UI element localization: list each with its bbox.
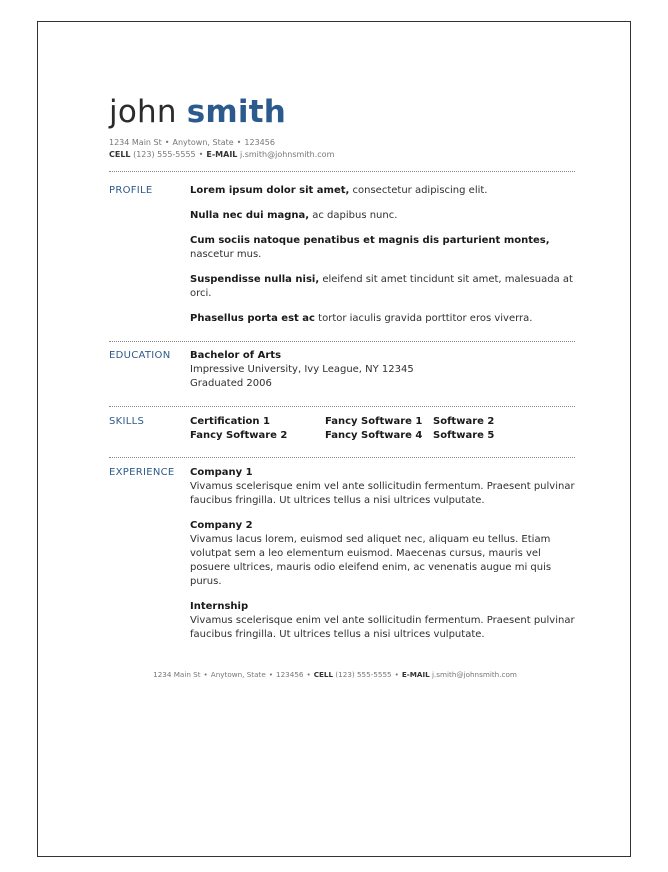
- email-address: j.smith@johnsmith.com: [239, 150, 335, 159]
- section-divider: [109, 457, 575, 458]
- section-divider: [109, 171, 575, 172]
- city: Anytown, State: [172, 138, 234, 147]
- skill-item: Fancy Software 4: [325, 430, 423, 441]
- school: Impressive University, Ivy League, NY 12345: [190, 364, 414, 375]
- bullet-separator: •: [236, 138, 242, 147]
- job-title: Company 2: [190, 520, 253, 531]
- skill-item: Certification 1: [190, 416, 270, 427]
- zip: 123456: [244, 138, 275, 147]
- header-phone-email-line: [109, 149, 334, 160]
- education-content: [190, 349, 576, 391]
- skills-row: [190, 429, 576, 443]
- experience-entry: [190, 466, 576, 508]
- degree: Bachelor of Arts: [190, 350, 282, 361]
- header-address-line: [109, 137, 275, 148]
- address: 1234 Main St: [109, 138, 162, 147]
- job-description: Vivamus lacus lorem, euismod sed aliquet nec, aliquam eu tellus. Etiam volutpat sem a leo elementum euismod. Maecenas cursus, mauris vel posuere ultrices, mauris odio eleifend enim, ac venenatis augue mi quis purus.: [190, 534, 552, 587]
- section-heading-profile: PROFILE: [109, 185, 153, 196]
- job-title: Company 1: [190, 467, 253, 478]
- section-heading-skills: SKILLS: [109, 416, 145, 427]
- experience-content: [190, 466, 576, 653]
- job-title: Internship: [190, 601, 249, 612]
- cell-label: CELL: [109, 150, 131, 159]
- profile-item: Lorem ipsum dolor sit amet, consectetur adipiscing elit.: [190, 185, 488, 196]
- section-heading-experience: EXPERIENCE: [109, 467, 175, 478]
- skill-item: Fancy Software 1: [325, 416, 423, 427]
- resume-name: [109, 94, 286, 130]
- skills-row: [190, 415, 576, 429]
- section-heading-education: EDUCATION: [109, 350, 171, 361]
- profile-item: Cum sociis natoque penatibus et magnis dis parturient montes, nascetur mus.: [190, 235, 550, 260]
- experience-entry: [190, 600, 576, 642]
- footer-contact: 1234 Main St • Anytown, State • 123456 • CELL (123) 555-5555 • E-MAIL j.smith@johnsmith.com: [153, 670, 517, 679]
- resume-page: [37, 21, 631, 857]
- profile-item: Phasellus porta est ac tortor iaculis gravida porttitor eros viverra.: [190, 313, 533, 324]
- section-divider: [109, 406, 575, 407]
- section-divider: [109, 341, 575, 342]
- profile-item: Nulla nec dui magna, ac dapibus nunc.: [190, 210, 398, 221]
- last-name: smith: [186, 94, 287, 130]
- cell-number: (123) 555-5555: [133, 150, 196, 159]
- email-label: E-MAIL: [206, 150, 238, 159]
- experience-entry: [190, 519, 576, 589]
- job-description: Vivamus scelerisque enim vel ante sollicitudin fermentum. Praesent pulvinar faucibus fringilla. Ut ultrices tellus a nisi ultrices vulputate.: [190, 615, 575, 640]
- bullet-separator: •: [164, 138, 170, 147]
- job-description: Vivamus scelerisque enim vel ante sollicitudin fermentum. Praesent pulvinar faucibus fringilla. Ut ultrices tellus a nisi ultrices vulputate.: [190, 481, 575, 506]
- profile-item: Suspendisse nulla nisi, eleifend sit amet tincidunt sit amet, malesuada at orci.: [190, 274, 573, 299]
- profile-content: [190, 184, 576, 337]
- first-name: john: [109, 94, 177, 130]
- skill-item: Software 2: [433, 416, 495, 427]
- skills-grid: [190, 415, 576, 443]
- skill-item: Fancy Software 2: [190, 430, 288, 441]
- bullet-separator: •: [198, 150, 204, 159]
- graduation-year: Graduated 2006: [190, 378, 272, 389]
- skill-item: Software 5: [433, 430, 495, 441]
